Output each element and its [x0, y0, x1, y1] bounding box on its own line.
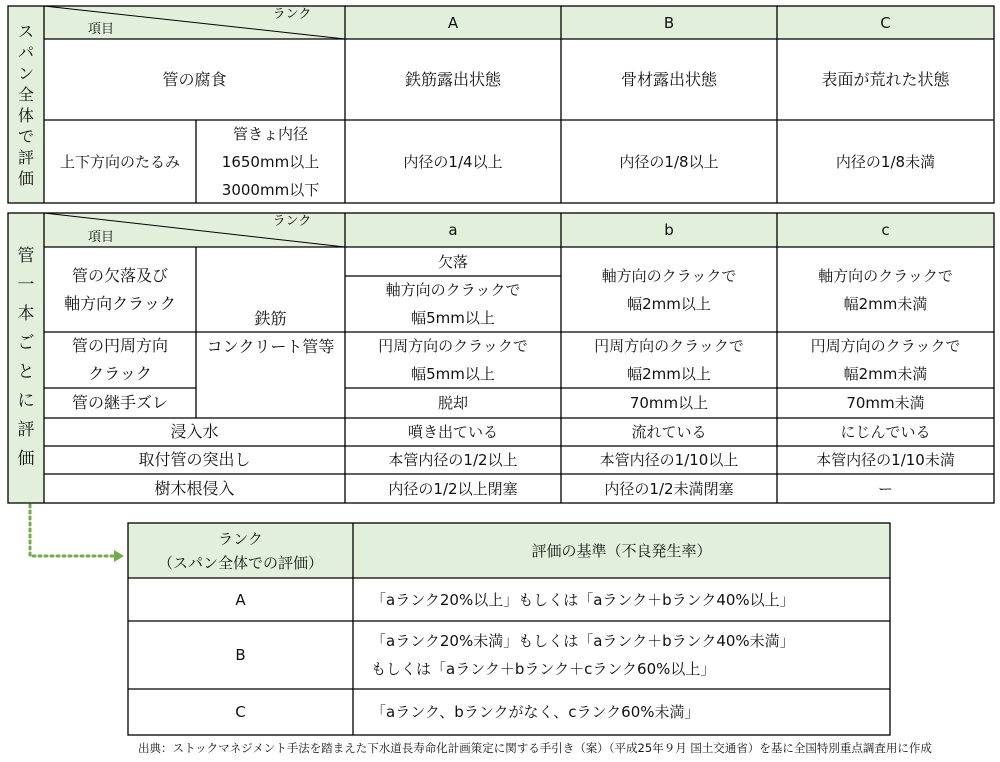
pipe-rank-a: a	[448, 221, 458, 239]
span-row-corrosion-item: 管の腐食	[162, 69, 227, 89]
pipe-row-circumferential-b: 円周方向のクラックで 幅2mm以上	[594, 337, 744, 383]
pipe-table-side-label: 管 一 本 ご と に 評 価	[8, 213, 44, 503]
pipe-row-infiltration-a: 噴き出ている	[407, 423, 498, 441]
pipe-row-joint-b: 70mm以上	[629, 394, 709, 412]
pipe-row-infiltration-item: 浸入水	[170, 422, 219, 441]
pipe-row-missing-a-top: 欠落	[437, 252, 468, 271]
span-table-side-label: ス パ ン 全 体 で 評 価	[8, 6, 44, 203]
pipe-header-item-label: 項目	[87, 230, 114, 245]
span-row-corrosion-b: 骨材露出状態	[620, 69, 717, 89]
criteria-row-c-rank: C	[235, 703, 246, 721]
span-row-sag-item: 上下方向のたるみ	[59, 152, 180, 171]
criteria-row-b-rank: B	[235, 646, 246, 664]
pipe-row-circumferential-item: 管の円周方向 クラック	[71, 336, 168, 383]
span-row-sag-c: 内径の1/8未満	[835, 152, 936, 171]
span-rank-c: C	[880, 13, 891, 32]
pipe-row-missing-item: 管の欠落及び 軸方向クラック	[64, 265, 176, 313]
criteria-row-a-text: 「aランク20%以上」もしくは「aランク＋bランク40%以上」	[371, 590, 795, 609]
pipe-row-missing-a-bottom: 軸方向のクラックで 幅5mm以上	[385, 281, 521, 327]
span-header-rank-label: ランク	[272, 7, 312, 22]
pipe-row-circumferential-c: 円周方向のクラックで 幅2mm未満	[810, 337, 961, 383]
pipe-row-protrusion-a: 本管内径の1/2以上	[388, 451, 518, 469]
pipe-row-protrusion-c: 本管内径の1/10未満	[816, 451, 955, 469]
pipe-rank-c: c	[881, 221, 890, 239]
pipe-rank-b: b	[664, 221, 674, 239]
span-row-sag-condition: 管きょ内径 1650mm以上 3000mm以下	[221, 124, 320, 199]
pipe-row-infiltration-c: にじんでいる	[840, 423, 931, 441]
pipe-row-joint-item: 管の継手ズレ	[71, 393, 168, 412]
span-row-sag-b: 内径の1/8以上	[619, 152, 719, 171]
pipe-row-joint-a: 脱却	[437, 394, 468, 412]
criteria-header-rank: ランク （スパン全体での評価）	[157, 529, 323, 572]
pipe-header-rank-label: ランク	[272, 214, 312, 229]
pipe-row-circumferential-a: 円周方向のクラックで 幅5mm以上	[378, 337, 528, 383]
criteria-header-criteria: 評価の基準（不良発生率）	[531, 541, 712, 560]
criteria-row-c-text: 「aランク、bランクがなく、cランク60%未満」	[371, 703, 700, 721]
pipe-row-roots-a: 内径の1/2以上閉塞	[388, 479, 518, 498]
span-row-corrosion-a: 鉄筋露出状態	[404, 69, 501, 89]
criteria-row-b-text: 「aランク20%未満」もしくは「aランク＋bランク40%未満」 もしくは「aランク＋bランク＋cランク60%以上」	[371, 632, 795, 678]
pipe-group-label: 鉄筋 コンクリート管等	[206, 308, 335, 356]
source-note: 出典：ストックマネジメント手法を踏まえた下水道長寿命化計画策定に関する手引き（案）（平成25年９月 国土交通省）を基に全国特別重点調査用に作成	[138, 741, 932, 755]
span-row-corrosion-c: 表面が荒れた状態	[821, 69, 950, 89]
pipe-row-infiltration-b: 流れている	[631, 423, 707, 441]
criteria-row-a-rank: A	[235, 590, 246, 609]
pipe-row-protrusion-b: 本管内径の1/10以上	[599, 451, 739, 469]
span-row-sag-a: 内径の1/4以上	[403, 152, 503, 171]
pipe-row-protrusion-item: 取付管の突出し	[138, 450, 251, 469]
pipe-row-missing-c: 軸方向のクラックで 幅2mm未満	[818, 266, 953, 313]
pipe-row-roots-c: ー	[877, 479, 893, 498]
pipe-row-joint-c: 70mm未満	[846, 394, 925, 412]
pipe-row-roots-item: 樹木根侵入	[154, 478, 235, 498]
span-rank-a: A	[447, 13, 459, 32]
pipe-row-missing-b: 軸方向のクラックで 幅2mm以上	[601, 266, 737, 313]
span-header-item-label: 項目	[87, 22, 114, 37]
span-rank-b: B	[663, 13, 675, 32]
pipe-row-roots-b: 内径の1/2未満閉塞	[604, 479, 734, 498]
